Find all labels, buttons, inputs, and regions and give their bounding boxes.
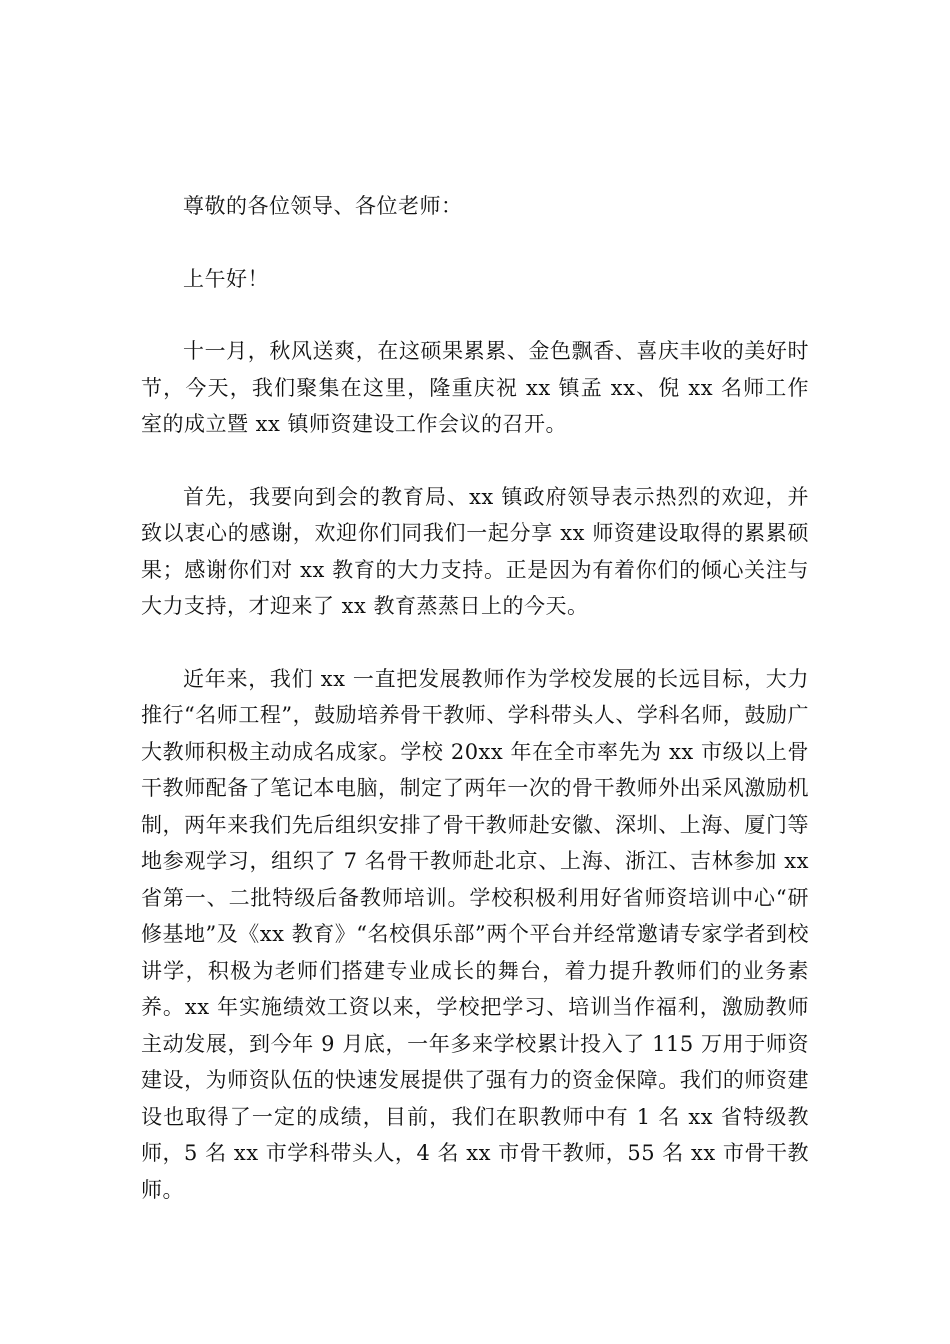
paragraph-achievements: 近年来，我们 xx 一直把发展教师作为学校发展的长远目标，大力推行“名师工程”，鼓励培养骨干教师、学科带头人、学科名师，鼓励广大教师积极主动成名成家。学校 20xx 年在全市率先为 xx 市级以上骨干教师配备了笔记本电脑，制定了两年一次的骨干教师外出采风激励机制，两年来我们先后组织安排了骨干教师赴安徽、深圳、上海、厦门等地参观学习，组织了 7 名骨干教师赴北京、上海、浙江、吉林参加 xx 省第一、二批特级后备教师培训。学校积极利用好省师资培训中心“研修基地”及《xx 教育》“名校俱乐部”两个平台并经常邀请专家学者到校讲学，积极为老师们搭建专业成长的舞台，着力提升教师们的业务素养。xx 年实施绩效工资以来，学校把学习、培训当作福利，激励教师主动发展，到今年 9 月底，一年多来学校累计投入了 115 万用于师资建设，为师资队伍的快速发展提供了强有力的资金保障。我们的师资建设也取得了一定的成绩，目前，我们在职教师中有 1 名 xx 省特级教师，5 名 xx 市学科带头人，4 名 xx 市骨干教师，55 名 xx 市骨干教师。	[141, 666, 809, 1202]
paragraph-opening: 十一月，秋风送爽，在这硕果累累、金色飘香、喜庆丰收的美好时节，今天，我们聚集在这里，隆重庆祝 xx 镇孟 xx、倪 xx 名师工作室的成立暨 xx 镇师资建设工作会议的召开。	[141, 339, 809, 436]
greeting: 上午好！	[183, 266, 269, 291]
salutation: 尊敬的各位领导、各位老师：	[183, 194, 463, 218]
document-body	[141, 188, 809, 1244]
paragraph-welcome: 首先，我要向到会的教育局、xx 镇政府领导表示热烈的欢迎，并致以衷心的感谢，欢迎你们同我们一起分享 xx 师资建设取得的累累硕果；感谢你们对 xx 教育的大力支持。正是因为有着你们的倾心关注与大力支持，才迎来了 xx 教育蒸蒸日上的今天。	[141, 484, 809, 618]
